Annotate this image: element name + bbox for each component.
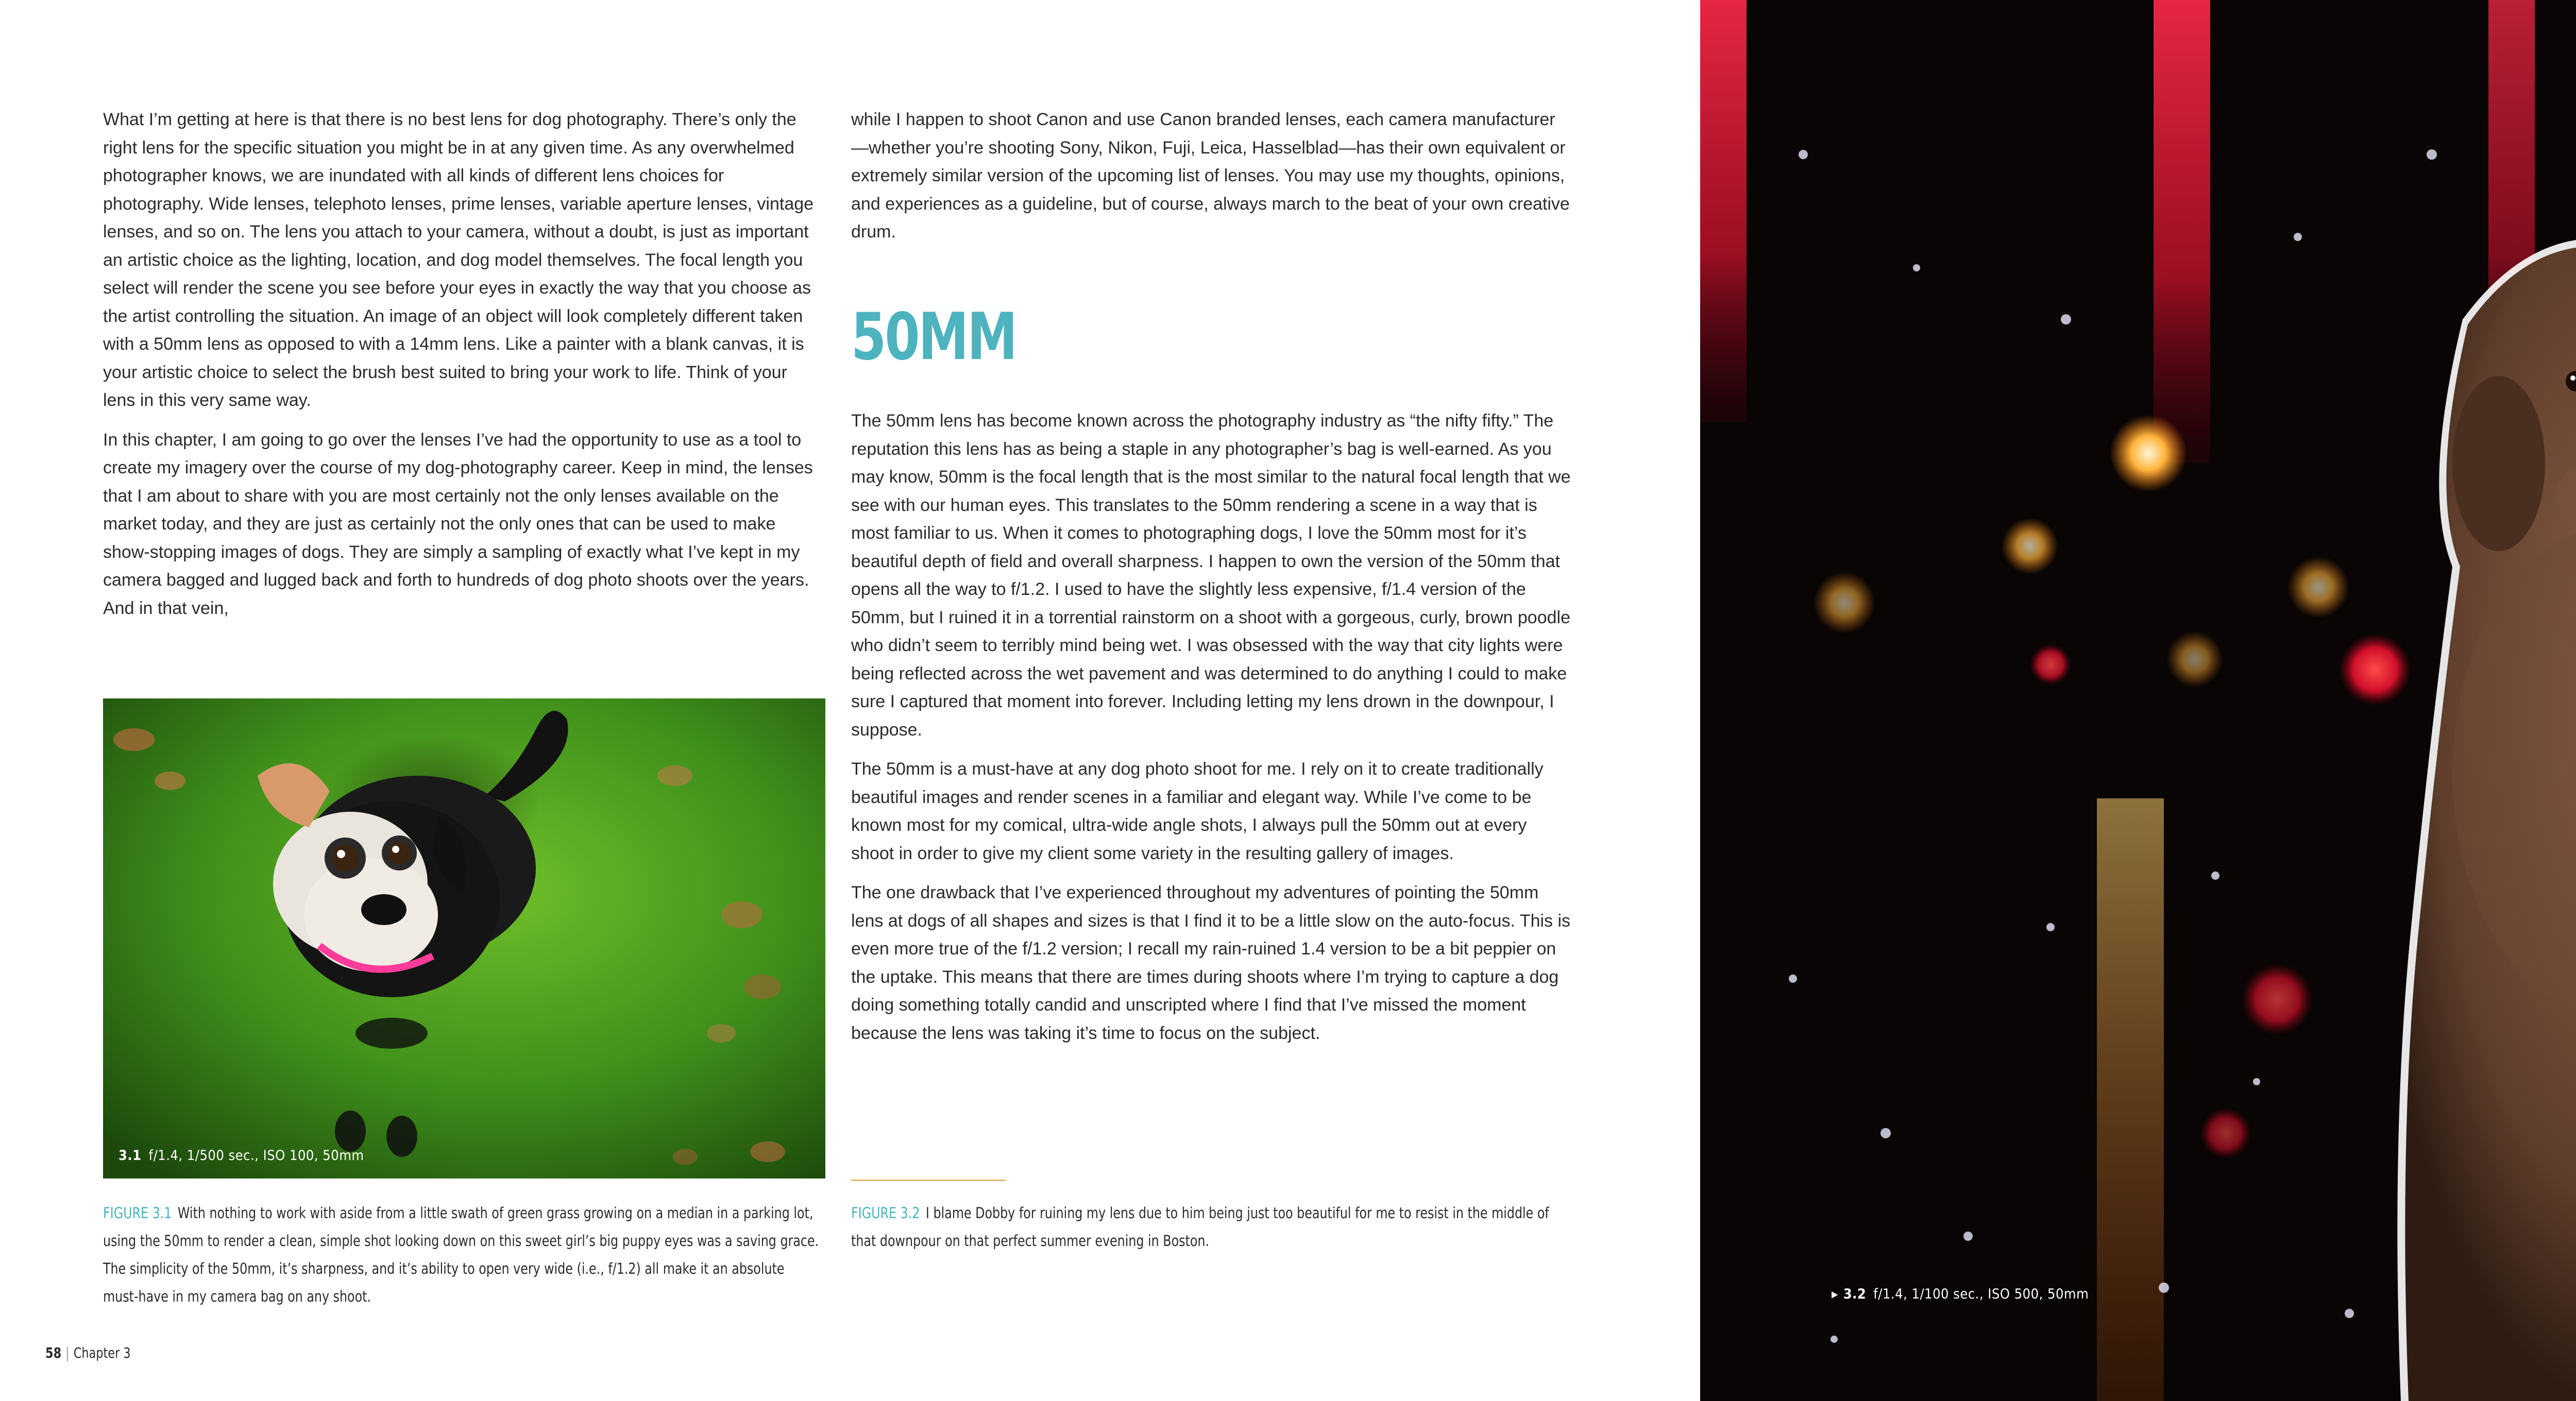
right-page-photo [1700, 0, 2576, 1401]
body-text-column-2 [851, 407, 1572, 1058]
figure-label: FIGURE 3.1 [103, 1204, 172, 1222]
poodle-in-rain-image [1700, 0, 2576, 1401]
photo-3-1-settings [118, 1148, 364, 1164]
paragraph: The 50mm is a must-have at any dog photo shoot for me. I rely on it to create traditionally beautiful images and render scenes in a familiar and elegant way. While I’ve come to be known most for my comical, ultra-wide angle shots, I always pull the 50mm out at every shoot in order to give my client some variety in the resulting gallery of images. [851, 759, 1544, 863]
photo-3-2-settings [1832, 1286, 2089, 1302]
caption-divider [851, 1180, 1006, 1181]
section-heading: 50MM [851, 299, 1016, 374]
camera-settings: f/1.4, 1/100 sec., ISO 500, 50mm [1873, 1286, 2089, 1302]
figure-3-1-photo [103, 698, 825, 1178]
camera-settings: f/1.4, 1/500 sec., ISO 100, 50mm [148, 1148, 364, 1164]
page-folio [45, 1344, 131, 1361]
chapter-label: Chapter 3 [73, 1344, 131, 1361]
triangle-marker-icon: ▸ [1832, 1286, 1838, 1302]
figure-3-1-caption [103, 1199, 821, 1310]
page-number: 58 [45, 1344, 62, 1361]
caption-text: With nothing to work with aside from a little swath of green grass growing on a median in a parking lot, using the 50mm to render a clean, simple shot looking down on this sweet girl’s big puppy eyes was a saving grace. The simplicity of the 50mm, it’s sharpness, and it’s ability to open very wide (i.e., f/1.2) all make it an absolute must-have in my camera bag on any shoot. [103, 1204, 819, 1305]
paragraph: while I happen to shoot Canon and use Canon branded lenses, each camera manufacturer—whether you’re shooting Sony, Nikon, Fuji, Leica, Hasselblad—has their own equivalent or extremely similar version of the upcoming list of lenses. You may use my thoughts, opinions, and experiences as a guideline, but of course, always march to the beat of your own creative drum. [851, 110, 1570, 242]
paragraph: What I’m getting at here is that there is no best lens for dog photography. There’s only the right lens for the specific situation you might be in at any given time. As any overwhelmed photographer knows, we are inundated with all kinds of different lens choices for photography. Wide lenses, telephoto lenses, prime lenses, variable aperture lenses, vintage lenses, and so on. The lens you attach to your camera, without a doubt, is just as important an artistic choice as the lighting, location, and dog model themselves. The focal length you select will render the scene you see before your eyes in exactly the way that you choose as the artist controlling the situation. An image of an object will look completely different taken with a 50mm lens as opposed to with a 14mm lens. Like a painter with a blank canvas, it is your artistic choice to select the brush best suited to bring your work to life. Think of your lens in this very same way. [103, 110, 814, 410]
paragraph: In this chapter, I am going to go over the lenses I’ve had the opportunity to use as a tool to create my imagery over the course of my dog-photography career. Keep in mind, the lenses that I am about to share with you are most certainly not the only lenses available on the market today, and they are just as certainly not the only ones that can be used to make show-stopping images of dogs. They are simply a sampling of exactly what I’ve kept in my camera bagged and lugged back and forth to hundreds of dog photo shoots over the years. And in that vein, [103, 430, 813, 618]
paragraph: The one drawback that I’ve experienced throughout my adventures of pointing the 50mm lens at dogs of all shapes and sizes is that I find it to be a little slow on the auto-focus. This is even more true of the f/1.2 version; I recall my rain-ruined 1.4 version to be a bit peppier on the uptake. This means that there are times during shoots where I’m trying to capture a dog doing something totally candid and unscripted where I find that I’ve missed the moment because the lens was taking it’s time to focus on the subject. [851, 883, 1571, 1043]
dog-on-grass-image [103, 698, 825, 1178]
caption-text: I blame Dobby for ruining my lens due to him being just too beautiful for me to resist in the middle of that downpour on that perfect summer evening in Boston. [851, 1204, 1549, 1250]
photo-number: 3.2 [1843, 1286, 1867, 1302]
folio-separator: | [65, 1344, 70, 1361]
figure-3-2-caption [851, 1199, 1569, 1255]
figure-label: FIGURE 3.2 [851, 1204, 920, 1222]
photo-number: 3.1 [118, 1148, 142, 1164]
body-text-column-1 [103, 106, 819, 634]
paragraph: The 50mm lens has become known across the photography industry as “the nifty fifty.” The reputation this lens has as being a staple in any photographer’s bag is well-earned. As you may know, 50mm is the focal length that is the most similar to the natural focal length that we see with our human eyes. This translates to the 50mm rendering a scene in a way that is most familiar to us. When it comes to photographing dogs, I love the 50mm most for it’s beautiful depth of field and overall sharpness. I happen to own the version of the 50mm that opens all the way to f/1.2. I used to have the slightly less expensive, f/1.4 version of the 50mm, but I ruined it in a torrential rainstorm on a shoot with a gorgeous, curly, brown poodle who didn’t seem to terribly mind being wet. I was obsessed with the way that city lights were being reflected across the wet pavement and was determined to do anything I could to make sure I captured that moment into forever. Including letting my lens drown in the downpour, I suppose. [851, 411, 1571, 740]
body-text-column-2-intro [851, 106, 1572, 258]
